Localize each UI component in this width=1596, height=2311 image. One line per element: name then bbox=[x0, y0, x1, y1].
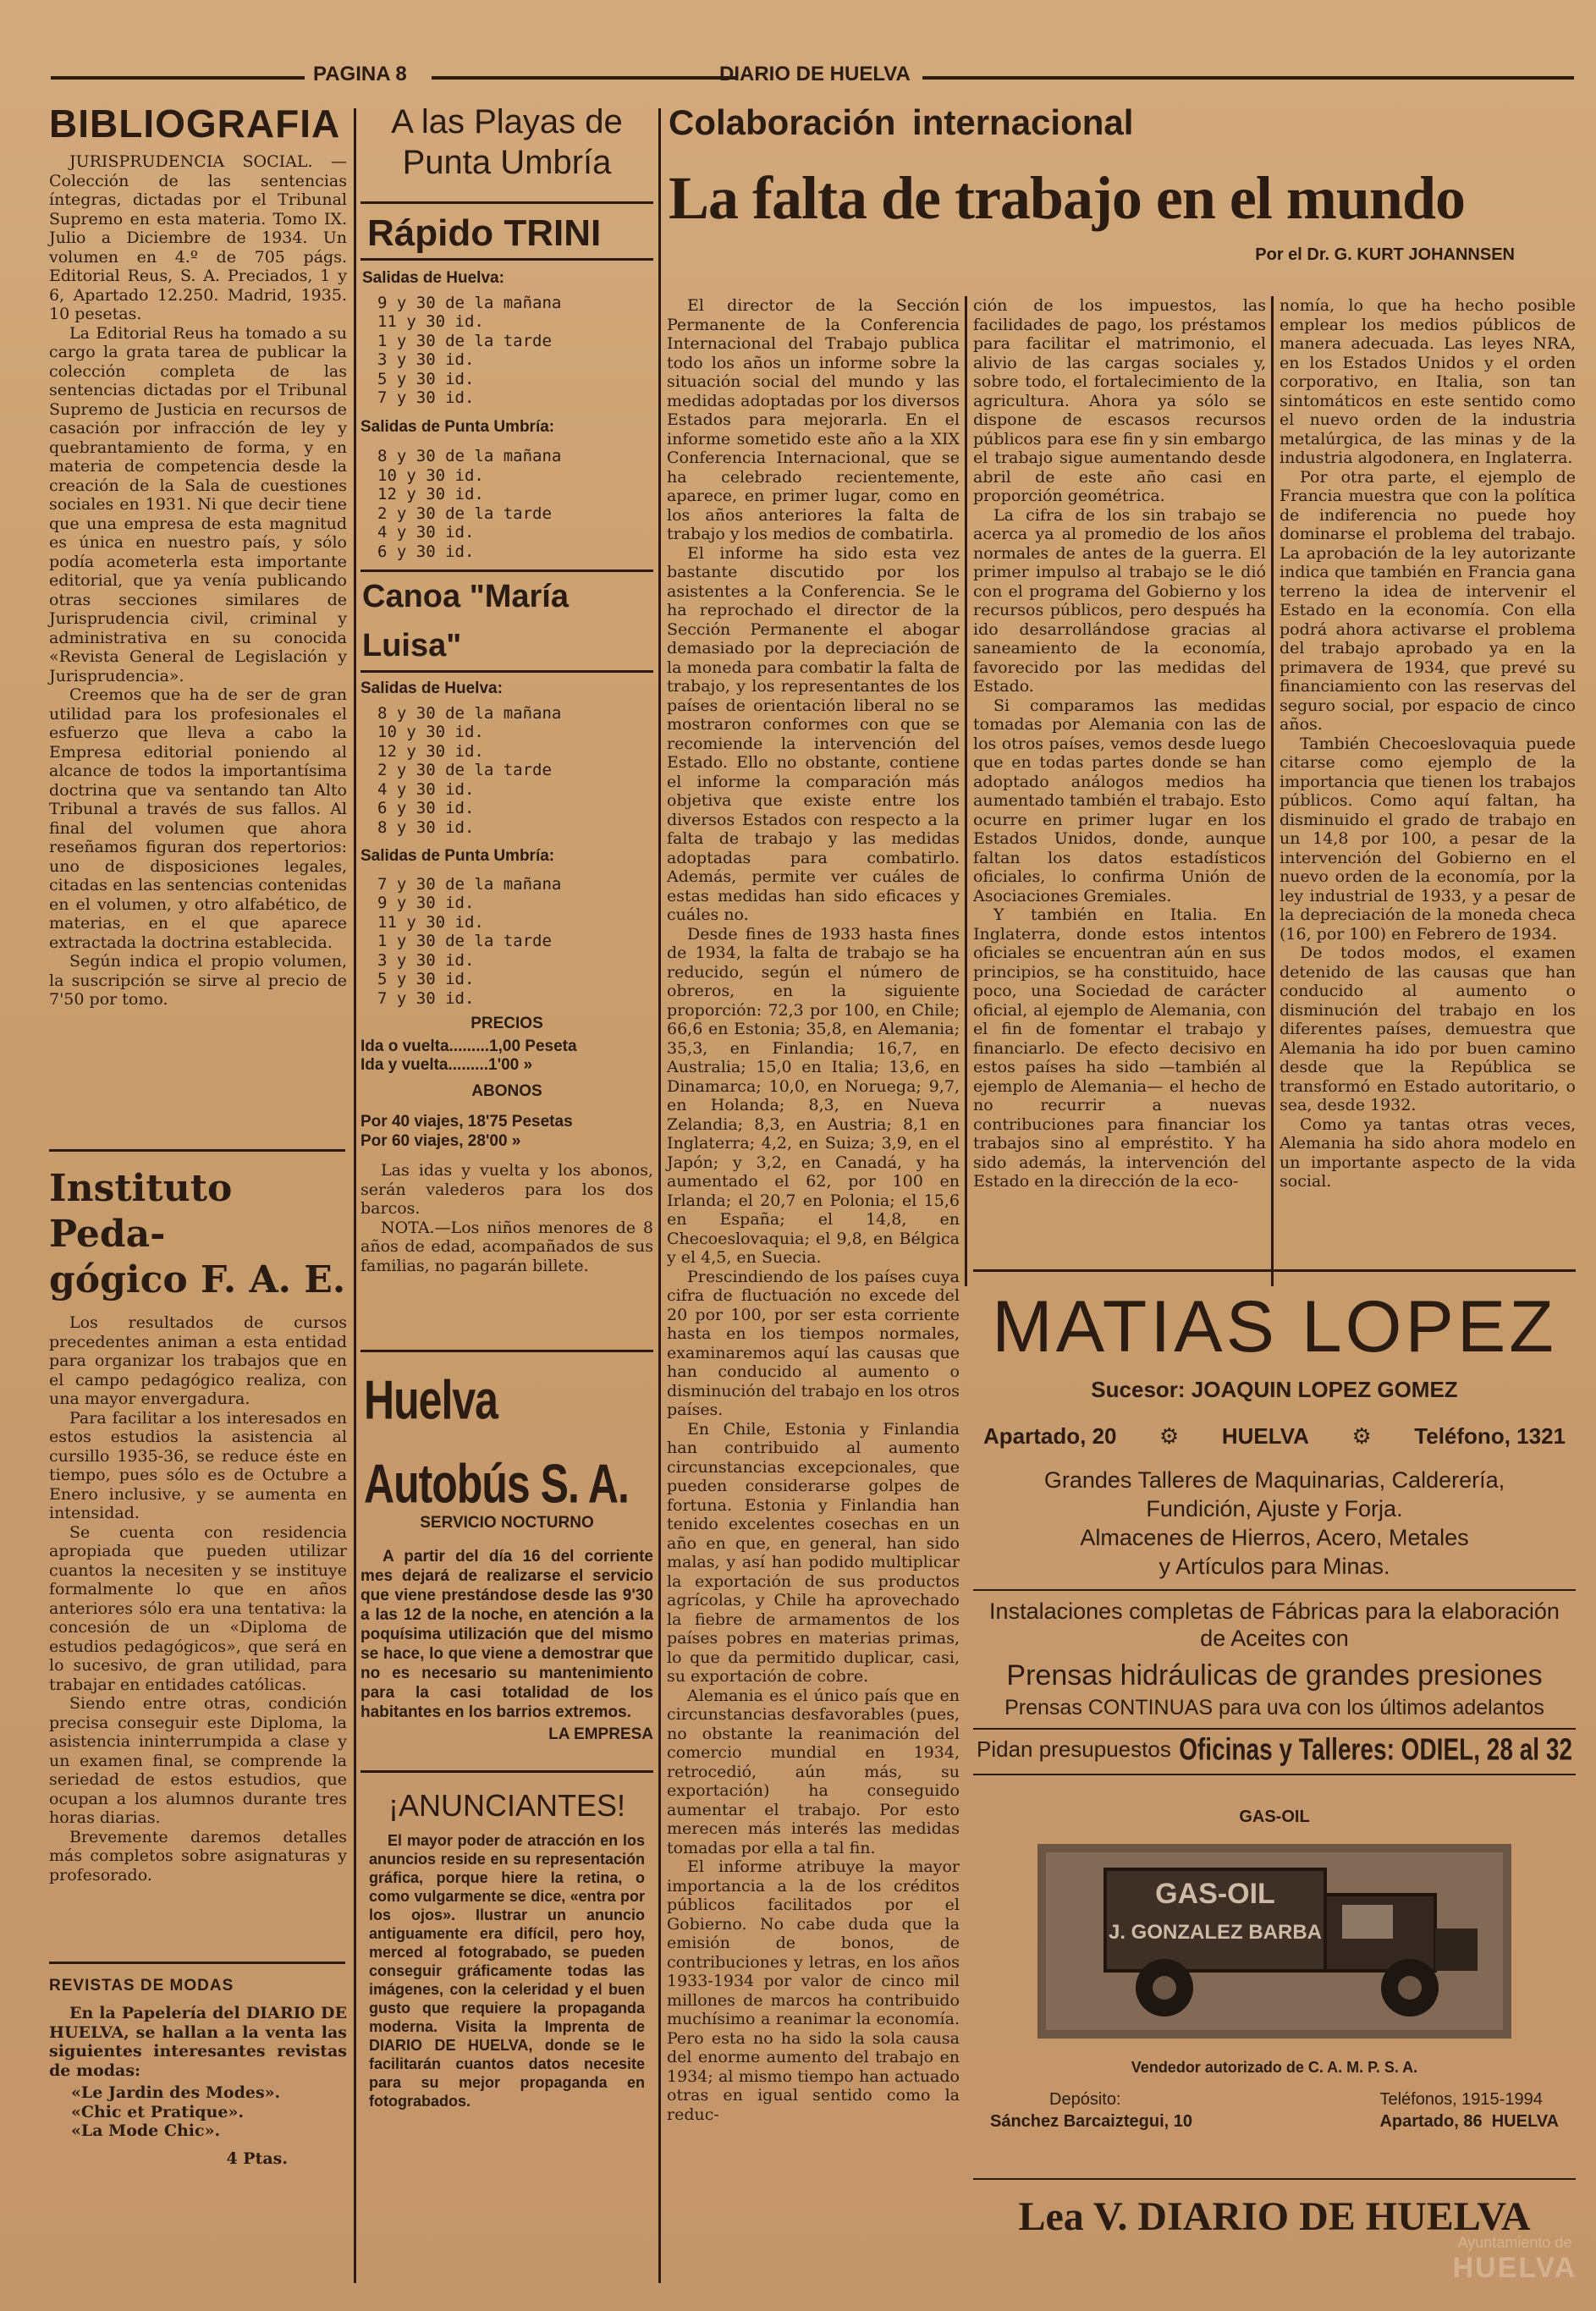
anunciantes-text: El mayor poder de atracción en los anuncios reside en su representación gráfica, porque hiere la retina, o como vulgarmente se dice, «entra por los ojos». Ilustrar un anuncio antiguamente era difícil, pero hoy, merced al fotograbado, se pueden conseguir gráficamente todas las imágenes, con la celeridad y el buen gusto que requiere la propaganda moderna. Visita la Imprenta de DIARIO DE HUELVA, donde se le facilitarán cuantos datos necesite para su mejor propaganda en fotograbados. bbox=[369, 1832, 645, 2110]
instituto-paragraph: Brevemente daremos detalles más completos sobre asignaturas y profesorado. bbox=[49, 1827, 347, 1885]
header-rule-right bbox=[922, 76, 1574, 80]
precio-ida-y-vuelta: Ida y vuelta.........1'00 » bbox=[360, 1056, 533, 1074]
article-paragraph: ción de los impuestos, las facilidades de pago, los préstamos para facilitar el matrimonio, el alivio de las cargas sociales y, sobre todo, el fortalecimiento de la agricultura. Ahora ya sólo se dispone de escasos recursos públicos para ese fin y sin embargo el trabajo sigue aumentando desde abril de este año casi en proporción geométrica. bbox=[973, 296, 1266, 505]
precios-label: PRECIOS bbox=[471, 1015, 543, 1032]
trini-huelva-label: Salidas de Huelva: bbox=[362, 269, 504, 287]
playas-heading: A las Playas de Punta Umbría bbox=[391, 103, 623, 181]
section-divider bbox=[973, 1589, 1576, 1591]
matias-installations: Instalaciones completas de Fábricas para la elaboración de Aceites con bbox=[989, 1598, 1560, 1651]
precio-ida-vuelta: Ida o vuelta.........1,00 Peseta bbox=[360, 1037, 577, 1055]
revista-item: «Le Jardin des Modes». bbox=[71, 2083, 281, 2102]
gasoil-vendor: Vendedor autorizado de C. A. M. P. S. A. bbox=[1131, 2059, 1418, 2076]
matias-prensas: Prensas hidráulicas de grandes presiones bbox=[1006, 1659, 1543, 1692]
page-number: PAGINA 8 bbox=[313, 63, 407, 85]
article-paragraph: En Chile, Estonia y Finlandia han contribuido al aumento circunstancias excepcionales, que pueden considerarse golpes de fortuna. Estonia y Finlandia han tenido excelentes cosechas en un año en que, en general, han sido malas, y así han podido multiplicar la exportación de sus productos agrícolas, y Chile ha aprovechado la fiebre de armamentos de los países pobres en materias primas, lo que da permitido duplicar, casi, su exportación de cobre. bbox=[667, 1419, 960, 1686]
section-divider bbox=[49, 1962, 345, 1964]
trini-huelva-schedule: 9 y 30 de la mañana 11 y 30 id. 1 y 30 de la tarde 3 y 30 id. 5 y 30 id. 7 y 30 id. bbox=[377, 293, 562, 407]
anunciantes-title: ¡ANUNCIANTES! bbox=[388, 1788, 626, 1823]
colaboracion-headline: La falta de trabajo en el mundo bbox=[669, 164, 1465, 232]
article-paragraph: Prescindiendo de los países cuya cifra de fluctuación no excede del 20 por 100, por ser esta corriente hasta en los tiempos normales, examinaremos aquí las causas que han conducido al aumento o disminución del trabajo en los otros países. bbox=[667, 1267, 960, 1419]
bibliografia-heading: BIBLIOGRAFIA bbox=[49, 102, 341, 146]
bibliografia-paragraph: La Editorial Reus ha tomado a su cargo la grata tarea de publicar la colección completa de las sentencias dictadas por el Tribunal Supremo de Justicia en recursos de casación por infracción de ley y quebrantamiento de forma, y en materia de competencia desde la creación de la Sala de cuestiones sociales en 1931. Ni que decir tiene que una empresa de esta magnitud es única en nuestro país, y sólo podía acometerla esta importante editorial, que ya venía publicando otras secciones similares de Jurisprudencia civil, criminal y administrativa en su conocida «Revista General de Legislación y Jurisprudencia». bbox=[49, 323, 347, 685]
canoa-punta-schedule: 7 y 30 de la mañana 9 y 30 id. 11 y 30 id. 1 y 30 de la tarde 3 y 30 id. 5 y 30 id. 7 y 30 id. bbox=[377, 874, 562, 1008]
article-paragraph: Alemania es el único país que en circunstancias desfavorables (pues, no obstante la reanimación del comercio mundial en 1934, retrocedió, aún más, su exportación) ha conseguido aumentar el trabajo. Por esto merecen más interés las medidas tomadas por ella a tal fin. bbox=[667, 1686, 960, 1857]
gasoil-truck-image bbox=[1037, 1844, 1511, 2039]
book-title: JURISPRUDENCIA SOCIAL. —Colección de las sentencias íntegras, dictadas por el Tribunal Supremo en esta materia. Tomo IX. Julio a Diciembre de 1934. Un volumen en 4.º de 705 págs. Editorial Reus, S. A. Preciados, 1 y 6, Apartado 12.250. Madrid, 1935. 10 pesetas. bbox=[49, 152, 347, 323]
matias-pidan: Pidan presupuestos bbox=[977, 1736, 1171, 1762]
playas-note: NOTA.—Los niños menores de 8 años de edad, acompañados de sus familias, no pagarán billete. bbox=[360, 1218, 653, 1275]
autobus-signature: LA EMPRESA bbox=[548, 1725, 653, 1743]
section-divider bbox=[973, 1774, 1576, 1775]
instituto-paragraph: Se cuenta con residencia apropiada que pueden utilizar cuantos la necesiten y se instituye formalmente lo que en años anteriores sólo era una tentativa: la concesión de un «Diploma de estudios pedagógicos», que será en lo sucesivo, de gran utilidad, para trabajar en entidades católicas. bbox=[49, 1522, 347, 1694]
article-paragraph: La cifra de los sin trabajo se acerca ya al promedio de los años normales de antes de la guerra. El primer impulso al trabajo se le dió con el programa del Gobierno y los recursos públicos, pero después ha ido desarrollándose gracias al saneamiento de la economía, favorecido por las medidas del Estado. bbox=[973, 505, 1266, 696]
abonos-label: ABONOS bbox=[471, 1081, 542, 1100]
matias-successor: Sucesor: JOAQUIN LOPEZ GOMEZ bbox=[1091, 1377, 1458, 1402]
column-rule bbox=[1271, 296, 1274, 1286]
header-rule-left bbox=[51, 76, 305, 80]
section-divider bbox=[360, 1350, 653, 1352]
bibliografia-paragraph: Creemos que ha de ser de gran utilidad para los profesionales el esfuerzo que lleva a cabo la Empresa editorial poniendo al alcance de todos la importantísima doctrina que va sentando tan Alto Tribunal a través de sus fallos. Al final del volumen que ahora reseñamos figuran dos repertorios: uno de disposiciones legales, citadas en las sentencias contenidas en el volumen, y otro alfabético, de materias, en el que aparece extractada la doctrina establecida. bbox=[49, 685, 347, 952]
gasoil-heading: GAS-OIL bbox=[1239, 1808, 1310, 1826]
colaboracion-byline: Por el Dr. G. KURT JOHANNSEN bbox=[1255, 245, 1515, 264]
revista-item: «La Mode Chic». bbox=[71, 2121, 221, 2140]
colaboracion-header bbox=[669, 102, 1582, 265]
colaboracion-section-heading: Colaboración internacional bbox=[669, 102, 1134, 142]
section-divider bbox=[973, 1728, 1576, 1730]
instituto-paragraph: Para facilitar a los interesados en estos estudios la asistencia al cursillo 1935-36, se reduce éste en tiempo, pues sólo es de Octubre a Enero inclusive, y se aumenta en intensidad. bbox=[49, 1408, 347, 1522]
matias-contact bbox=[973, 1422, 1576, 1450]
matias-telefono: Teléfono, 1321 bbox=[1414, 1423, 1566, 1449]
archive-watermark: Ayuntamiento de HUELVA bbox=[1452, 2234, 1577, 2284]
section-divider bbox=[973, 2178, 1576, 2180]
canoa-huelva-label: Salidas de Huelva: bbox=[360, 680, 503, 697]
section-divider bbox=[360, 670, 653, 673]
autobus-section bbox=[360, 1358, 653, 1744]
matias-footer bbox=[973, 1732, 1576, 1767]
canoa-huelva-schedule: 8 y 30 de la mañana 10 y 30 id. 12 y 30 id. 2 y 30 de la tarde 4 y 30 id. 6 y 30 id. 8 y 30 id. bbox=[377, 703, 562, 837]
column-rule bbox=[965, 296, 967, 1286]
revistas-heading: REVISTAS DE MODAS bbox=[49, 1977, 234, 1995]
canoa-punta-label: Salidas de Punta Umbría: bbox=[360, 847, 555, 865]
gasoil-deposito-label: Depósito: bbox=[1049, 2090, 1121, 2109]
autobus-service: SERVICIO NOCTURNO bbox=[420, 1514, 594, 1532]
article-paragraph: nomía, lo que ha hecho posible emplear los medios públicos de manera adecuada. Las leyes NRA, en los Estados Unidos y el orden corporativo, en Italia, son tan sintomáticos en este sentido como el nuevo orden de la industria metalúrgica, de las minas y de la industria algodonera, en Inglaterra. bbox=[1280, 296, 1576, 467]
truck-text: GAS-OIL bbox=[1155, 1878, 1275, 1910]
instituto-paragraph: Los resultados de cursos precedentes animan a esta entidad para organizar los trabajos que en el campo pedagógico realiza, con una mayor envergadura. bbox=[49, 1313, 347, 1408]
article-paragraph: Si comparamos las medidas tomadas por Alemania con las de los otros países, vemos desde luego que en todas partes donde se han adoptado análogos medios ha aumentado también el trabajo. Esto ocurre en primer lugar en los Estados Unidos, donde, aunque faltan los datos estadísticos oficiales, lo confirma Unión de Asociaciones Gremiales. bbox=[973, 696, 1266, 905]
gasoil-deposito-address: Sánchez Barcaiztegui, 10 bbox=[990, 2112, 1192, 2131]
article-paragraph: El informe ha sido esta vez bastante discutido por los asistentes a la Conferencia. Se le ha reprochado el director de la Sección Permanente el abogar demasiado por la depreciación de la moneda para combatir la falta de trabajo, y los representantes de los países de orientación liberal no se mostraron conformes con que se recomiende la intervención del Estado. Ello no obstante, contiene el informe la comparación más objetiva que existe entre los diversos Estados con respecto a la falta de trabajo y las medidas adoptadas para combatirlo. Además, permite ver cuáles de estas medidas han sido eficaces y cuáles no. bbox=[667, 543, 960, 924]
article-paragraph: También Checoeslovaquia puede citarse como ejemplo de la importancia que tienen los trabajos públicos. Como aquí faltan, ha disminuido el grado de trabajo en un 14,8 por 100, a pesar de la intervención del Gobierno en el nuevo orden de la economía, por la ley industrial de 1933, y a pesar de la depreciación de la moneda checa (16, por 100) en Febrero de 1934. bbox=[1280, 734, 1576, 944]
article-column-1 bbox=[667, 296, 960, 2124]
revista-item: «Chic et Pratique». bbox=[71, 2102, 244, 2121]
canoa-title: Canoa "María Luisa" bbox=[362, 579, 569, 663]
truck-text: J. GONZALEZ BARBA bbox=[1109, 1921, 1322, 1944]
column-rule bbox=[354, 108, 356, 2283]
abono-40: Por 40 viajes, 18'75 Pesetas bbox=[360, 1113, 573, 1131]
revistas-section bbox=[49, 1977, 347, 2168]
header-rule-middle bbox=[432, 76, 736, 80]
revistas-intro: En la Papelería del DIARIO DE HUELVA, se hallan a la venta las siguientes interesantes revistas de modas: bbox=[49, 2004, 347, 2080]
trini-punta-label: Salidas de Punta Umbría: bbox=[360, 417, 555, 436]
section-divider bbox=[360, 1770, 653, 1773]
page-header bbox=[34, 58, 1574, 98]
gasoil-telefonos: Teléfonos, 1915-1994 bbox=[1379, 2090, 1543, 2109]
article-paragraph: De todos modos, el examen detenido de las causas que han conducido al aumento o disminución del trabajo en los diferentes países, demuestra que Alemania ha ido por buen camino desde que la República se transformó en Estado autoritario, o sea, desde 1932. bbox=[1280, 944, 1576, 1114]
abono-60: Por 60 viajes, 28'00 » bbox=[360, 1131, 521, 1150]
matias-apartado: Apartado, 20 bbox=[983, 1423, 1117, 1449]
gasoil-apartado: Apartado, 86 bbox=[1379, 2112, 1483, 2131]
gasoil-contact bbox=[973, 2088, 1576, 2132]
matias-oficinas: Oficinas y Talleres: ODIEL, 28 al 32 bbox=[1179, 1732, 1572, 1767]
section-divider bbox=[973, 1269, 1576, 1272]
revistas-price: 4 Ptas. bbox=[226, 2149, 288, 2168]
article-paragraph: Como ya tantas otras veces, Alemania ha sido ahora modelo en un importante aspecto de la vida social. bbox=[1280, 1114, 1576, 1191]
bibliografia-paragraph: Según indica el propio volumen, la suscripción se sirve al precio de 7'50 por tomo. bbox=[49, 952, 347, 1009]
autobus-title: Huelva Autobús S. A. bbox=[364, 1369, 629, 1515]
instituto-paragraph: Siendo entre otras, condición precisa conseguir este Diploma, la asistencia ininterrumpida a clase y un examen final, se comprende la seriedad de estos estudios, que ocupan a los alumnos durante tres horas diarias. bbox=[49, 1694, 347, 1827]
article-paragraph: El informe atribuye la mayor importancia a la de los créditos públicos facilitados por el Gobierno. No cabe duda que la emisión de bonos, de contribuciones y letras, en los años 1933-1934 por valor de cinco mil millones de marcos ha contribuido muchísimo a reanimar la economía. Pero esta no ha sido la sola causa del enorme aumento del trabajo en 1934; al mismo tiempo han actuado otras en igual sentido como la reduc- bbox=[667, 1857, 960, 2124]
autobus-text: A partir del día 16 del corriente mes dejará de realizarse el servicio que viene prestándose desde las 9'30 a las 12 de la noche, en atención a la poquísima utilización que del mismo se hace, lo que viene a demostrar que no es necesario su mantenimiento para la casi totalidad de los habitantes en los barrios extremos. bbox=[360, 1547, 653, 1721]
instituto-section bbox=[49, 1166, 347, 1885]
section-divider bbox=[360, 569, 653, 572]
gasoil-ad bbox=[973, 1786, 1576, 2183]
bibliografia-section bbox=[49, 102, 347, 1010]
article-paragraph: Desde fines de 1933 hasta fines de 1934, la falta de trabajo se ha reducido, según el número de obreros, en la siguiente proporción: 72,3 por 100, en Chile; 66,6 en Estonia; 35,8, en Alemania; 35,3, en Finlandia; 16,7, en Australia; 15,0 en Italia; 13,6, en Dinamarca; 10,0, en Noruega; 9,7, en Holanda; 8,3, en Nueva Zelandia; 8,3, en Austria; 8,1 en Inglaterra; 4,2, en Suiza; 3,9, en el Japón; y 3,2, en Canadá, y ha aumentado el 62, por 100 en Irlanda; el 20,7 en Polonia; el 15,6 en España; el 14,8, en Checoeslovaquia; el 9,8, en Bélgica y el 4,5, en Suecia. bbox=[667, 924, 960, 1267]
matias-city: HUELVA bbox=[1221, 1423, 1309, 1449]
gear-icon: ⚙ bbox=[1351, 1423, 1372, 1449]
playas-section bbox=[360, 102, 653, 1275]
article-column-2 bbox=[973, 296, 1266, 1191]
instituto-heading: Instituto Peda- gógico F. A. E. bbox=[49, 1167, 346, 1301]
footer-slogan: Lea V. DIARIO DE HUELVA bbox=[1018, 2194, 1531, 2239]
article-column-3 bbox=[1280, 296, 1576, 1191]
matias-continuas: Prensas CONTINUAS para uva con los últimos adelantos bbox=[1004, 1696, 1544, 1719]
matias-services: Grandes Talleres de Maquinarias, Calderería, Fundición, Ajuste y Forja. Almacenes de Hierros, Acero, Metales y Artículos para Minas. bbox=[1043, 1467, 1505, 1579]
trini-punta-schedule: 8 y 30 de la mañana 10 y 30 id. 12 y 30 id. 2 y 30 de la tarde 4 y 30 id. 6 y 30 id. bbox=[377, 447, 562, 561]
trini-title: Rápido TRINI bbox=[367, 212, 602, 254]
article-paragraph: El director de la Sección Permanente de la Conferencia Internacional del Trabajo publica todo los años un informe sobre la situación social del mundo y las medidas adoptadas por los diversos Estados para mejorarla. En el informe sometido este año a la XIX Conferencia Internacional, que se ha celebrado recientemente, aparece, en primer lugar, como en los años anteriores la falta de trabajo y los medios de combatirla. bbox=[667, 296, 960, 543]
playas-note: Las idas y vuelta y los abonos, serán valederos para los dos barcos. bbox=[360, 1161, 653, 1218]
article-paragraph: Y también en Italia. En Inglaterra, donde estos intentos oficiales se encuentran aún en sus principios, se ha constituido, hace poco, una Sociedad de carácter oficial, al ejemplo de Alemania, con el fin de fomentar el trabajo y financiarlo. De efecto decisivo en estos países ha sido —también al ejemplo de Alemania— el hecho de no recurrir a nuevas contribuciones para financiar los trabajos sino al empréstito. Y ha sido además, la intervención del Estado en la dirección de la eco- bbox=[973, 905, 1266, 1191]
matias-lopez-ad bbox=[973, 1285, 1576, 1767]
section-divider bbox=[360, 201, 653, 204]
paper-name: DIARIO DE HUELVA bbox=[719, 63, 911, 85]
gasoil-city: HUELVA bbox=[1491, 2112, 1559, 2131]
matias-name: MATIAS LOPEZ bbox=[992, 1286, 1557, 1367]
section-divider bbox=[360, 258, 653, 261]
article-paragraph: Por otra parte, el ejemplo de Francia muestra que con la política de indiferencia no puede hoy dominarse el problema del trabajo. La aprobación de la ley autorizante indica que también en Francia gana terreno la idea de intervenir el Estado en la economía. Con ella podrá ahora activarse el problema del trabajo aprobado ya en la primavera de 1934, que prevé su financiamiento con las reservas del seguro social, por espacio de cinco años. bbox=[1280, 467, 1576, 734]
section-divider bbox=[49, 1149, 345, 1152]
column-rule bbox=[658, 108, 661, 2283]
anunciantes-section bbox=[360, 1787, 653, 2110]
gear-icon: ⚙ bbox=[1159, 1423, 1180, 1449]
